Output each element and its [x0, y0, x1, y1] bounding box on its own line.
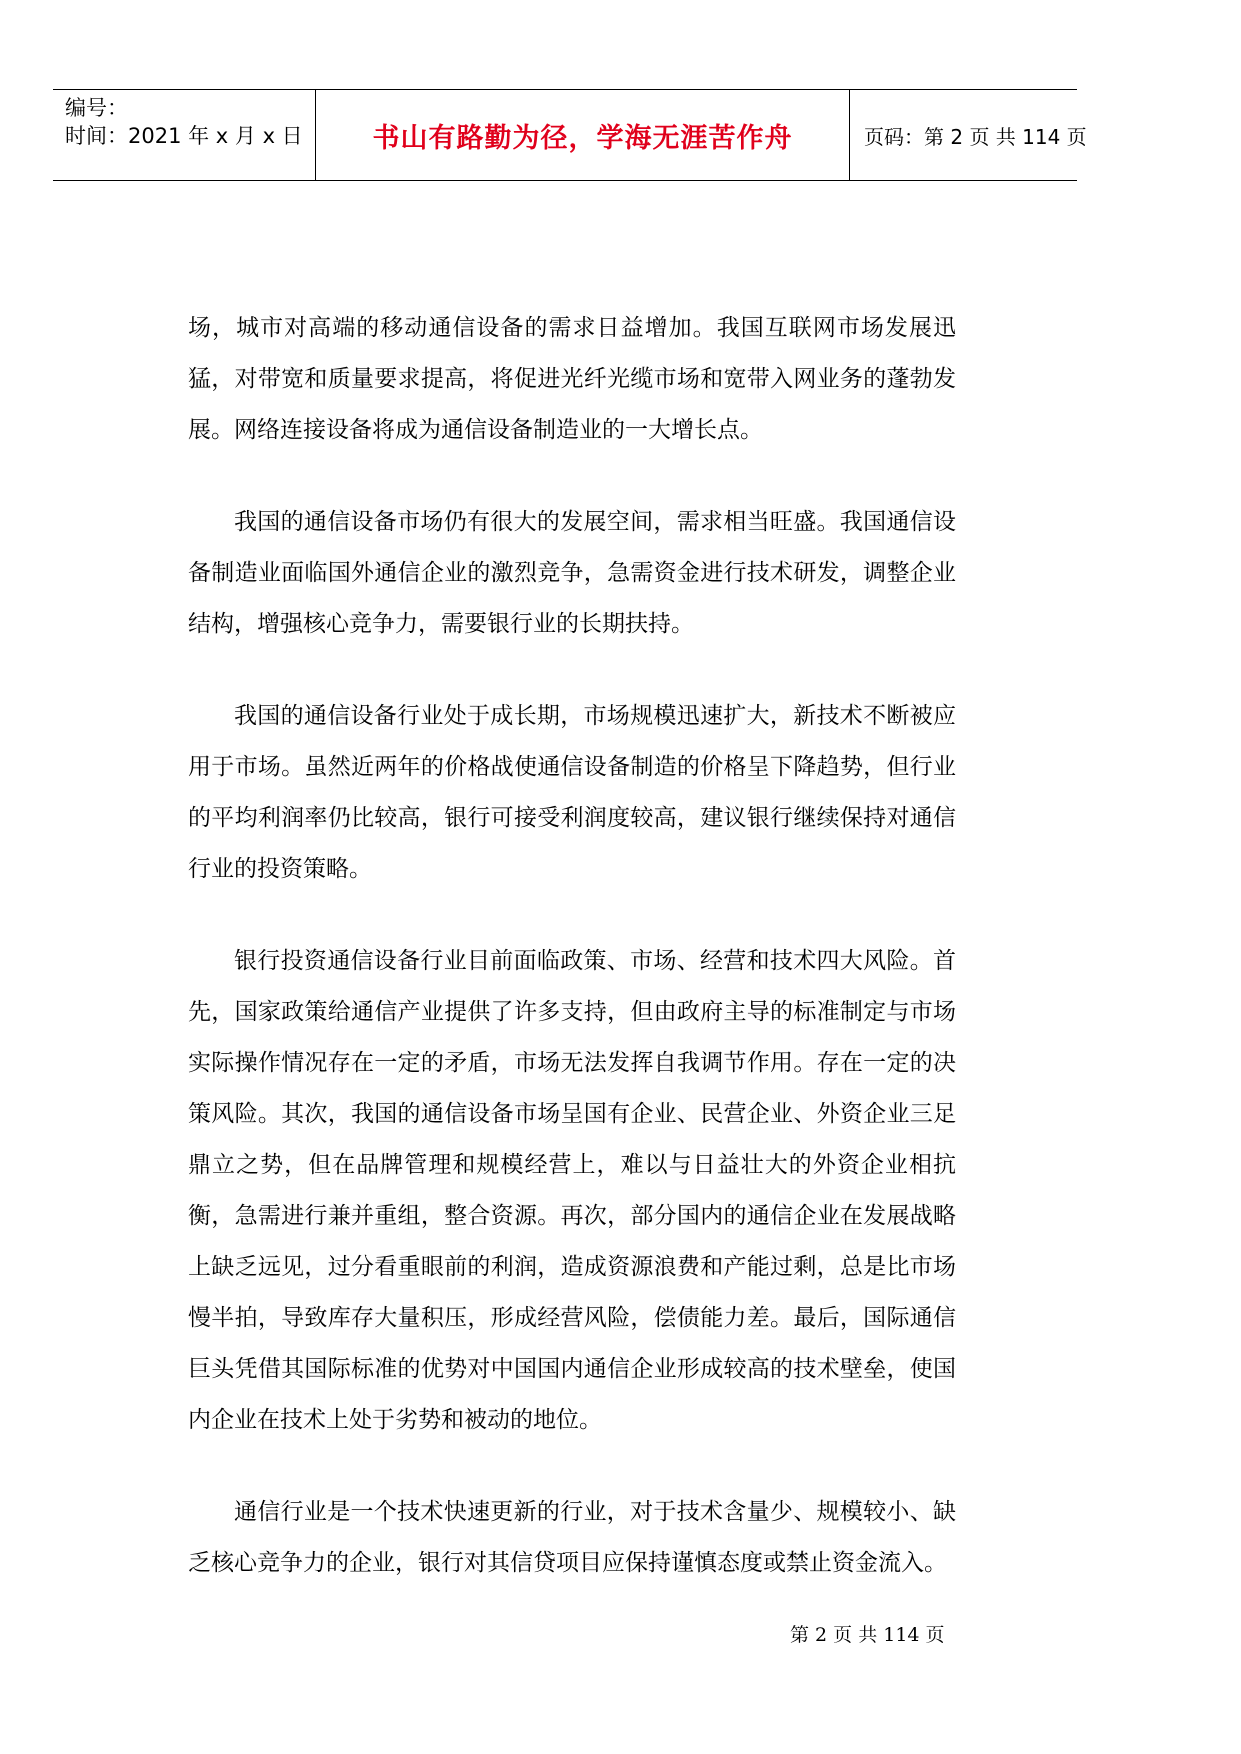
serial-number-label: 编号：: [65, 96, 128, 120]
header-page-cell: [850, 90, 1087, 180]
date-label: 时间：2021 年 x 月 x 日: [65, 124, 303, 148]
header-page-number: 页码：第 2 页 共 114 页: [864, 124, 1087, 149]
paragraph: 我国的通信设备市场仍有很大的发展空间，需求相当旺盛。我国通信设备制造业面临国外通信企业的激烈竞争，急需资金进行技术研发，调整企业结构，增强核心竞争力，需要银行业的长期扶持。: [188, 509, 956, 637]
paragraph: 银行投资通信设备行业目前面临政策、市场、经营和技术四大风险。首先，国家政策给通信产业提供了许多支持，但由政府主导的标准制定与市场实际操作情况存在一定的矛盾，市场无法发挥自我调节作用。存在一定的决策风险。其次，我国的通信设备市场呈国有企业、民营企业、外资企业三足鼎立之势，但在品牌管理和规模经营上，难以与日益壮大的外资企业相抗衡，急需进行兼并重组，整合资源。再次，部分国内的通信企业在发展战略上缺乏远见，过分看重眼前的利润，造成资源浪费和产能过剩，总是比市场慢半拍，导致库存大量积压，形成经营风险，偿债能力差。最后，国际通信巨头凭借其国际标准的优势对中国国内通信企业形成较高的技术壁垒，使国内企业在技术上处于劣势和被动的地位。: [188, 948, 956, 1433]
document-header: [53, 89, 1087, 181]
paragraph: 我国的通信设备行业处于成长期，市场规模迅速扩大，新技术不断被应用于市场。虽然近两年的价格战使通信设备制造的价格呈下降趋势，但行业的平均利润率仍比较高，银行可接受利润度较高，建议银行继续保持对通信行业的投资策略。: [188, 703, 956, 882]
motto-text: 书山有路勤为径，学海无涯苦作舟: [372, 122, 793, 154]
document-body: [188, 303, 956, 1630]
header-meta: [53, 90, 315, 180]
paragraph: 通信行业是一个技术快速更新的行业，对于技术含量少、规模较小、缺乏核心竞争力的企业，银行对其信贷项目应保持谨慎态度或禁止资金流入。: [188, 1499, 956, 1576]
page-footer: 第 2 页 共 114 页: [790, 1624, 945, 1646]
paragraph-continuation: 场，城市对高端的移动通信设备的需求日益增加。我国互联网市场发展迅猛，对带宽和质量要求提高，将促进光纤光缆市场和宽带入网业务的蓬勃发展。网络连接设备将成为通信设备制造业的一大增长点。: [188, 315, 956, 443]
header-motto-cell: [315, 90, 850, 180]
